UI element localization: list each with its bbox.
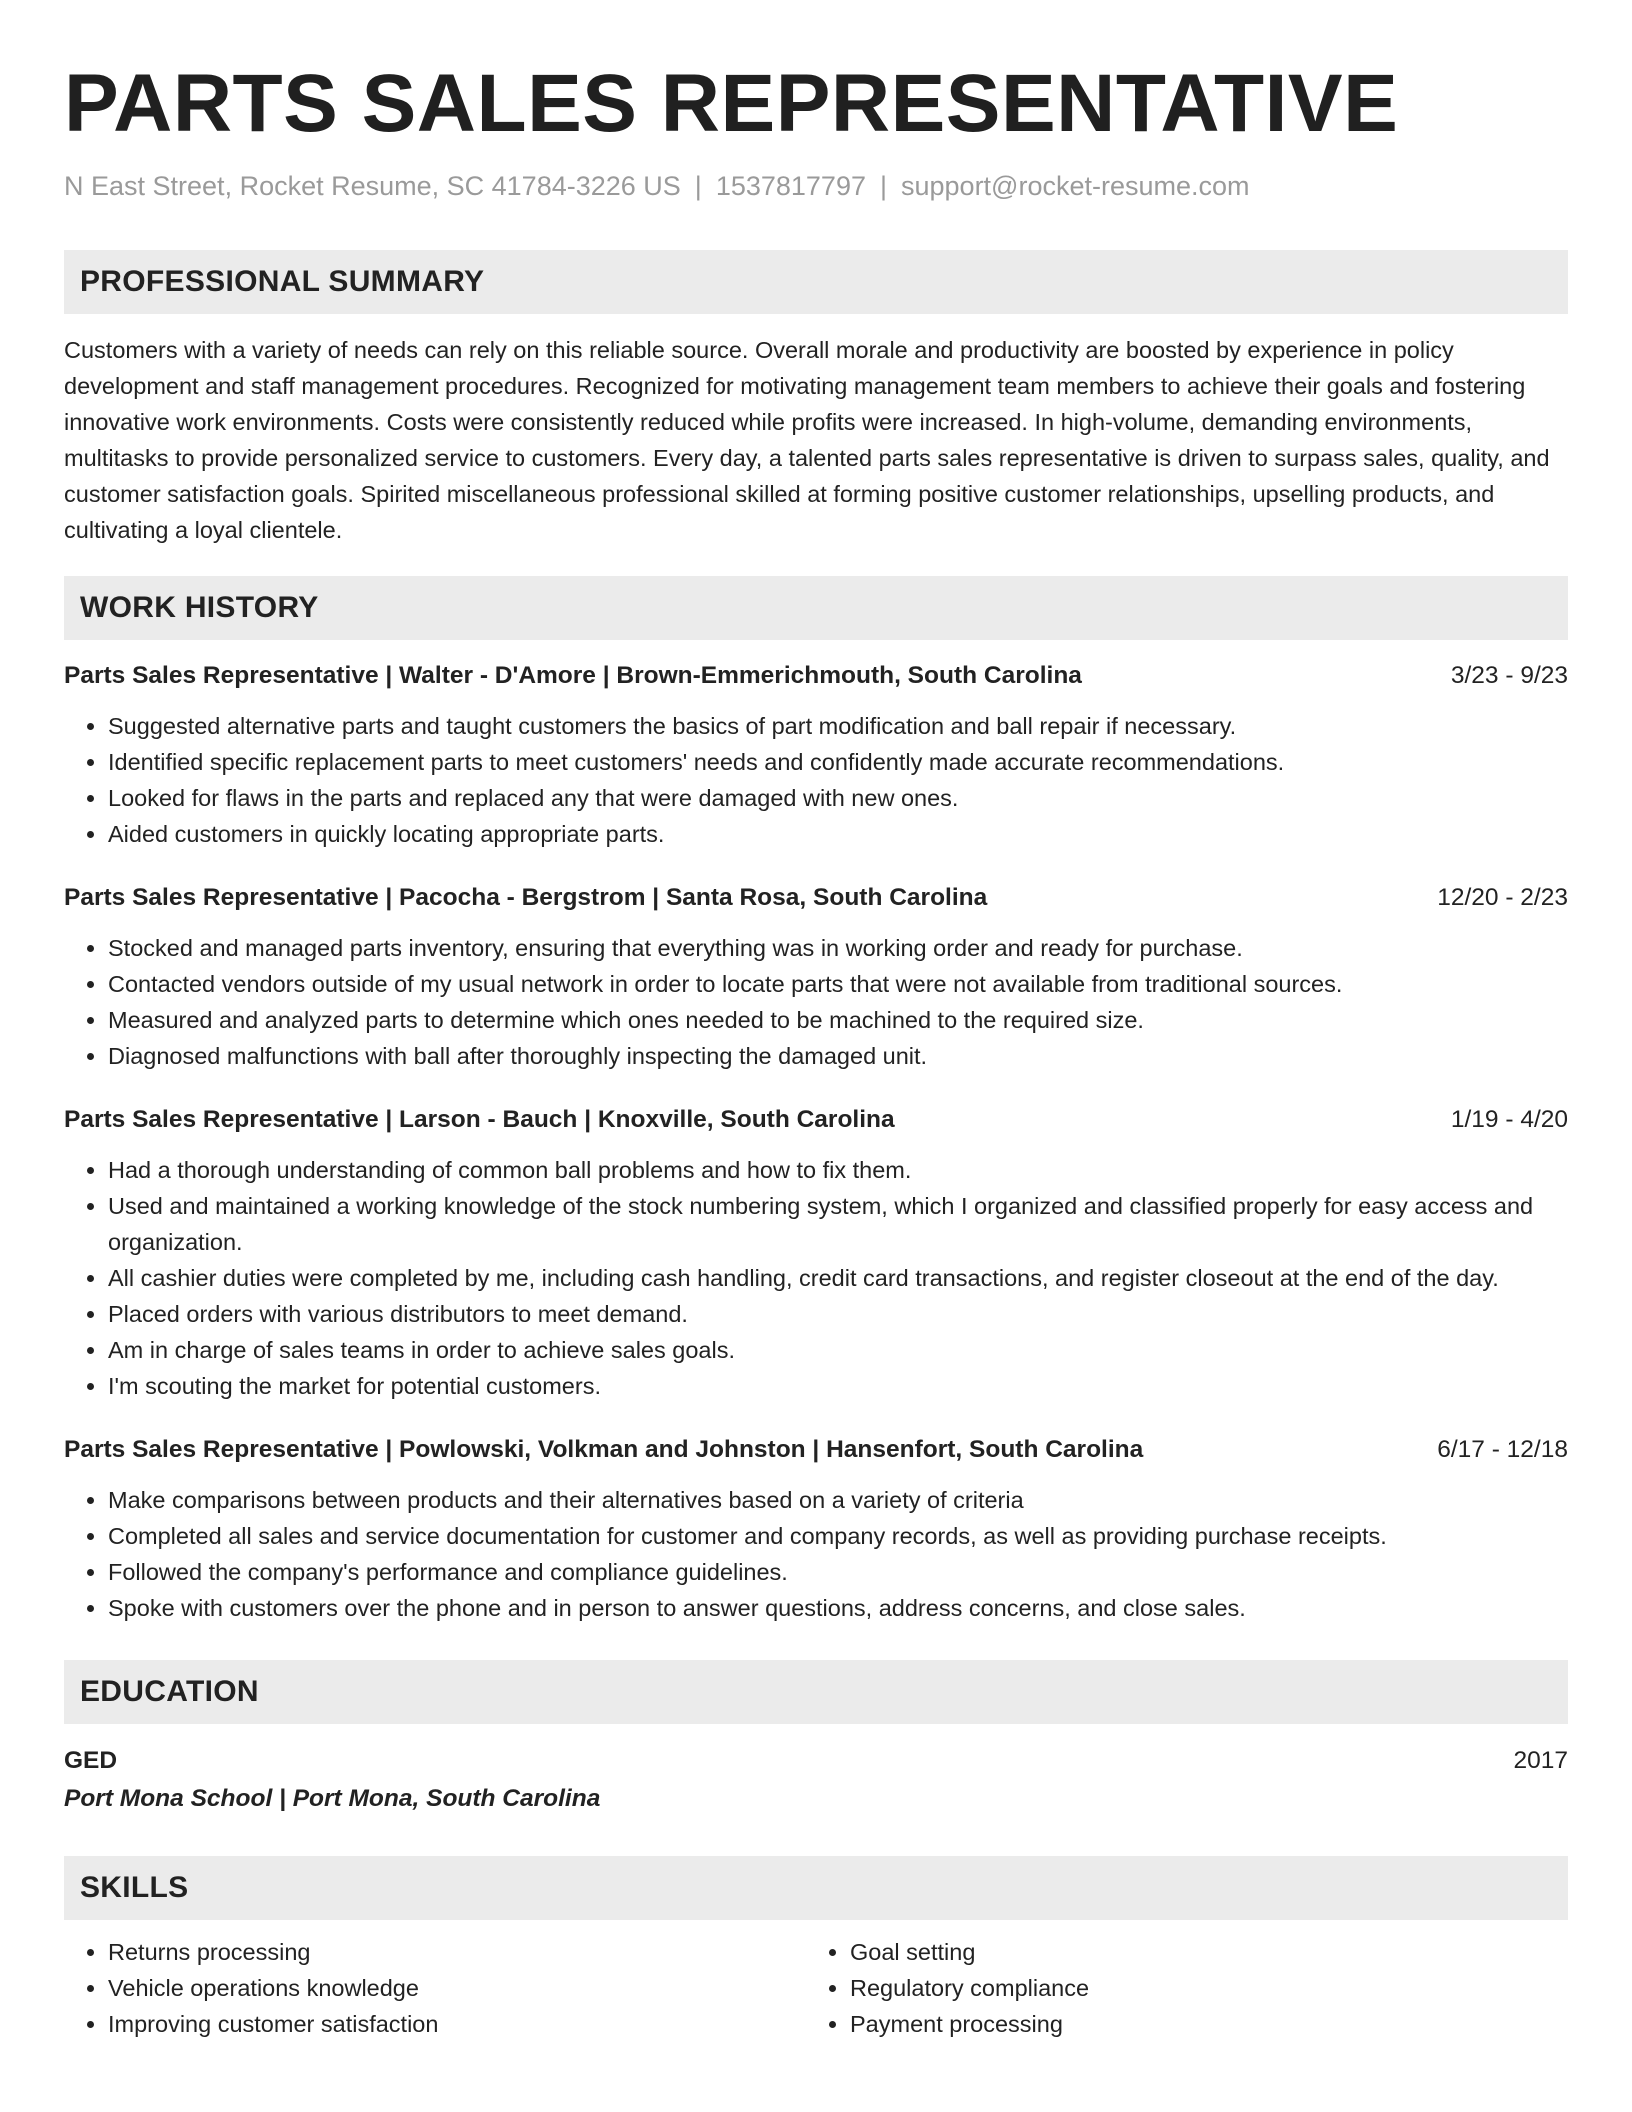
education-degree: GED	[64, 1747, 118, 1774]
job-title: Parts Sales Representative | Powlowski, Volkman and Johnston | Hansenfort, South Carolina	[64, 1436, 1144, 1463]
section-header-summary: PROFESSIONAL SUMMARY	[64, 250, 1568, 314]
job-title: Parts Sales Representative | Larson - Bauch | Knoxville, South Carolina	[64, 1106, 895, 1133]
skill-item: • Payment processing	[850, 2006, 1548, 2042]
job-bullet: • Aided customers in quickly locating appropriate parts.	[108, 816, 1568, 852]
job-bullet: • Measured and analyzed parts to determine which ones needed to be machined to the required size.	[108, 1002, 1568, 1038]
job-dates: 3/23 - 9/23	[1450, 662, 1568, 689]
contact-address: N East Street, Rocket Resume, SC 41784-3226 US	[64, 171, 681, 201]
job-bullet: • Completed all sales and service documentation for customer and company records, as well as providing purchase receipts.	[108, 1518, 1568, 1554]
education-year: 2017	[1513, 1747, 1568, 1774]
job-bullet: • I'm scouting the market for potential customers.	[108, 1368, 1568, 1404]
job-bullet: • Stocked and managed parts inventory, ensuring that everything was in working order and ready for purchase.	[108, 930, 1568, 966]
section-header-work-history: WORK HISTORY	[64, 576, 1568, 640]
job-entry	[64, 1102, 1568, 1404]
job-bullet: • Identified specific replacement parts to meet customers' needs and confidently made accurate recommendations.	[108, 744, 1568, 780]
job-bullet: • Had a thorough understanding of common ball problems and how to fix them.	[108, 1152, 1568, 1188]
job-bullets	[64, 708, 1568, 852]
skills-list	[64, 1934, 1568, 2042]
job-bullet: • Spoke with customers over the phone and in person to answer questions, address concerns, and close sales.	[108, 1590, 1568, 1626]
contact-email: support@rocket-resume.com	[901, 171, 1250, 201]
candidate-name: PARTS SALES REPRESENTATIVE	[64, 58, 1399, 149]
job-bullet: • Placed orders with various distributors to meet demand.	[108, 1296, 1568, 1332]
contact-separator: |	[694, 171, 702, 201]
job-bullet: • Suggested alternative parts and taught customers the basics of part modification and ball repair if necessary.	[108, 708, 1568, 744]
job-bullet: • Diagnosed malfunctions with ball after thoroughly inspecting the damaged unit.	[108, 1038, 1568, 1074]
job-bullets	[64, 1482, 1568, 1626]
job-bullets	[64, 1152, 1568, 1404]
contact-phone: 1537817797	[715, 171, 866, 201]
education-school: Port Mona School | Port Mona, South Carolina	[64, 1785, 601, 1812]
job-bullet: • Am in charge of sales teams in order to achieve sales goals.	[108, 1332, 1568, 1368]
education-entry	[64, 1742, 1568, 1818]
job-heading	[64, 1102, 1568, 1138]
job-dates: 6/17 - 12/18	[1437, 1436, 1568, 1463]
skills-column-left	[64, 1934, 806, 2042]
job-title: Parts Sales Representative | Pacocha - Bergstrom | Santa Rosa, South Carolina	[64, 884, 988, 911]
section-header-education: EDUCATION	[64, 1660, 1568, 1724]
job-bullets	[64, 930, 1568, 1074]
job-bullet: • All cashier duties were completed by me, including cash handling, credit card transactions, and register closeout at the end of the day.	[108, 1260, 1568, 1296]
skill-item: • Improving customer satisfaction	[108, 2006, 806, 2042]
job-dates: 12/20 - 2/23	[1437, 884, 1568, 911]
skill-item: • Returns processing	[108, 1934, 806, 1970]
job-heading	[64, 880, 1568, 916]
job-bullet: • Used and maintained a working knowledge of the stock numbering system, which I organized and classified properly for easy access and organization.	[108, 1188, 1568, 1260]
job-entry	[64, 1432, 1568, 1626]
summary-text: Customers with a variety of needs can rely on this reliable source. Overall morale and productivity are boosted by experience in policy development and staff management procedures. Recognized for motivating management team members to achieve their goals and fostering innovative work environments. Costs were consistently reduced while profits were increased. In high-volume, demanding environments, multitasks to provide personalized service to customers. Every day, a talented parts sales representative is driven to surpass sales, quality, and customer satisfaction goals. Spirited miscellaneous professional skilled at forming positive customer relationships, upselling products, and cultivating a loyal clientele.	[64, 337, 1550, 543]
job-entry	[64, 658, 1568, 852]
contact-separator: |	[879, 171, 887, 201]
job-bullet: • Looked for flaws in the parts and replaced any that were damaged with new ones.	[108, 780, 1568, 816]
job-title: Parts Sales Representative | Walter - D'Amore | Brown-Emmerichmouth, South Carolina	[64, 662, 1082, 689]
education-heading	[64, 1742, 1568, 1780]
job-bullet: • Make comparisons between products and their alternatives based on a variety of criteria	[108, 1482, 1568, 1518]
section-header-skills: SKILLS	[64, 1856, 1568, 1920]
skill-item: • Vehicle operations knowledge	[108, 1970, 806, 2006]
job-bullet: • Followed the company's performance and compliance guidelines.	[108, 1554, 1568, 1590]
job-bullet: • Contacted vendors outside of my usual network in order to locate parts that were not available from traditional sources.	[108, 966, 1568, 1002]
skills-column-right	[806, 1934, 1548, 2042]
job-dates: 1/19 - 4/20	[1450, 1106, 1568, 1133]
job-heading	[64, 1432, 1568, 1468]
job-heading	[64, 658, 1568, 694]
skill-item: • Goal setting	[850, 1934, 1548, 1970]
job-entry	[64, 880, 1568, 1074]
skill-item: • Regulatory compliance	[850, 1970, 1548, 2006]
contact-line	[64, 168, 1568, 204]
